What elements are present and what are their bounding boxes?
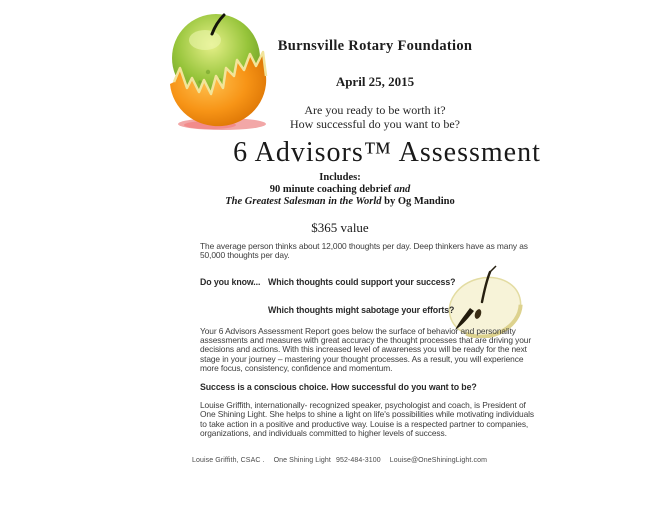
contact-company: One Shining Light — [273, 457, 331, 464]
book-author: by Og Mandino — [381, 196, 455, 207]
event-date: April 25, 2015 — [335, 74, 415, 89]
offer-title: 6 Advisors™ Assessment — [233, 137, 541, 168]
includes-line-2 — [150, 196, 530, 208]
contact-phone: 952-484-3100 — [335, 457, 381, 464]
book-title: The Greatest Salesman in the World — [225, 196, 382, 207]
questions — [268, 278, 536, 316]
do-you-know-label: Do you know... — [200, 276, 261, 287]
body-copy — [200, 242, 536, 439]
contact-name: Louise Griffith, CSAC . — [192, 457, 265, 464]
contact-email: Louise@OneShiningLight.com — [389, 457, 488, 464]
header-block — [225, 38, 525, 131]
tagline-1: Are you ready to be worth it? — [304, 103, 446, 117]
question-sabotage: Which thoughts might sabotage your efforts? — [268, 305, 455, 316]
success-statement: Success is a conscious choice. How successful do you want to be? — [200, 381, 477, 392]
includes-label: Includes: — [319, 172, 361, 183]
do-you-know-row — [200, 278, 536, 316]
contact-footer — [192, 457, 612, 464]
organization-name: Burnsville Rotary Foundation — [277, 38, 473, 54]
report-paragraph: Your 6 Advisors Assessment Report goes below the surface of behavior and personality assessments and measures with great accuracy the thought processes that are driving your decisions and actions. With this increased level of awareness you will be ready for the next stage in your journey – mastering your thought processes. As a result, you will experience more focus, consistency, confidence and momentum. — [200, 325, 532, 374]
includes-line-1 — [150, 184, 530, 196]
intro-paragraph: The average person thinks about 12,000 thoughts per day. Deep thinkers have as many as 50,000 thoughts per day. — [200, 241, 528, 261]
bio-paragraph: Louise Griffith, internationally- recognized speaker, psychologist and coach, is President of One Shining Light. She helps to shine a light on life's possibilities while motivating individuals to take action in a positive and productive way. Louise is a respected partner to companies, organizations, and individuals committed to higher levels of success. — [200, 400, 534, 439]
price-value: $365 value — [311, 220, 369, 235]
includes-line-1-italic: and — [393, 184, 411, 195]
question-support: Which thoughts could support your success? — [268, 276, 456, 287]
tagline-2: How successful do you want to be? — [290, 117, 460, 131]
includes-block — [150, 172, 530, 234]
taglines — [225, 103, 525, 131]
includes-line-1-text: 90 minute coaching debrief — [269, 184, 394, 195]
